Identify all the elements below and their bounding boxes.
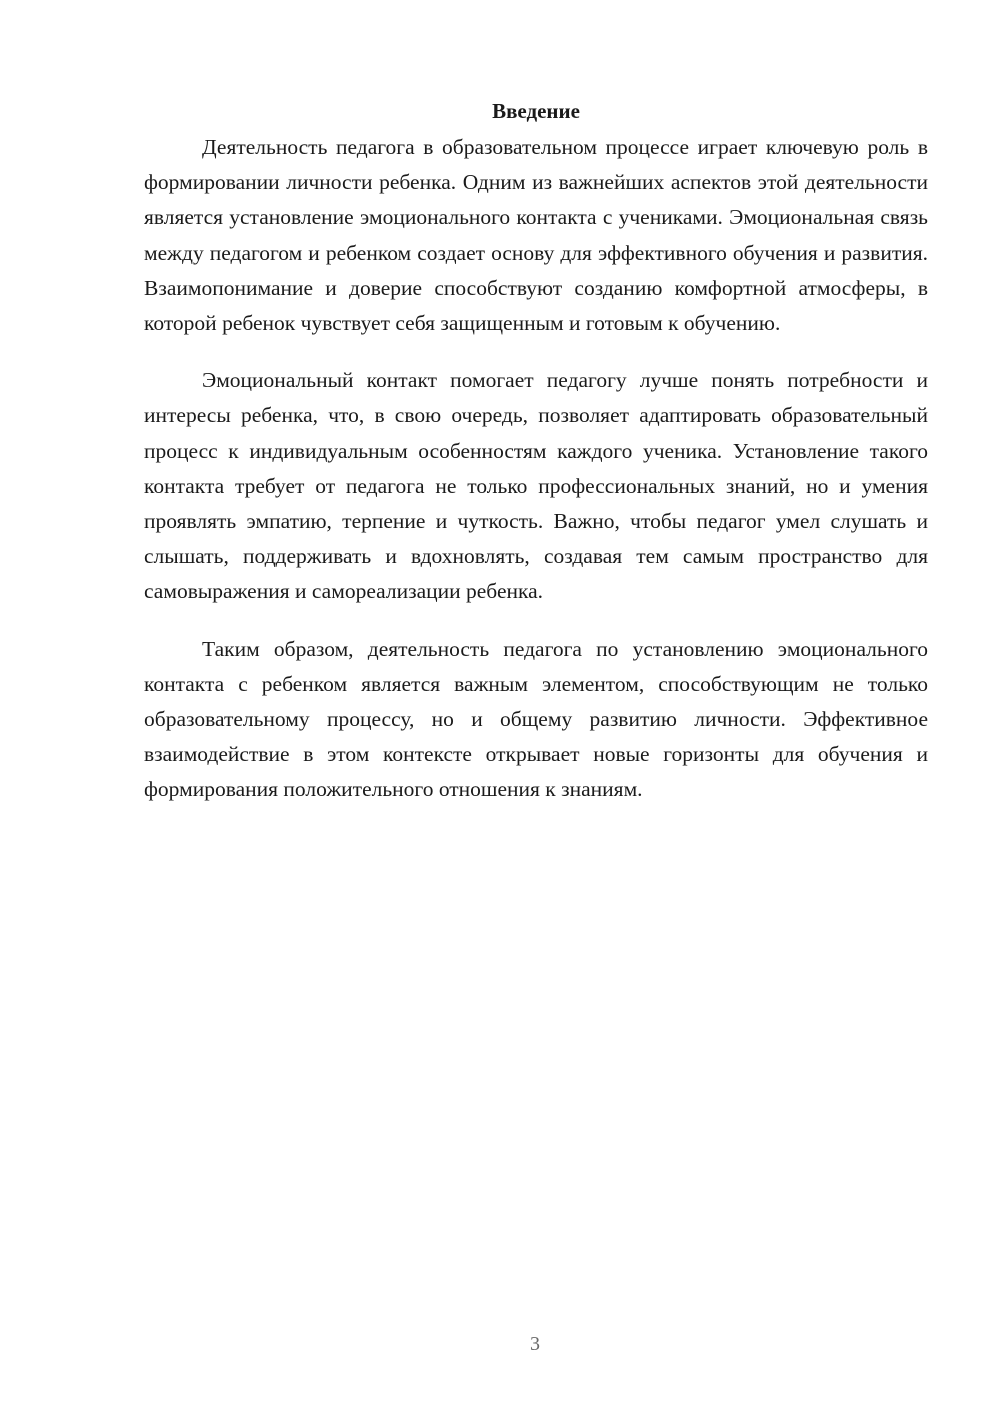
section-title: Введение [492, 99, 580, 123]
page-content [144, 96, 928, 830]
paragraph-3: Таким образом, деятельность педагога по установлению эмоционального контакта с ребенком является важным элементом, способствующим не только образовательному процессу, но и общему развитию личности. Эффективное взаимодействие в этом контексте открывает новые горизонты для обучения и формирования положительного отношения к знаниям. [144, 636, 928, 802]
paragraph-1: Деятельность педагога в образовательном процессе играет ключевую роль в формировании личности ребенка. Одним из важнейших аспектов этой деятельности является установление эмоционального контакта с учениками. Эмоциональная связь между педагогом и ребенком создает основу для эффективного обучения и развития. Взаимопонимание и доверие способствуют созданию комфортной атмосферы, в которой ребенок чувствует себя защищенным и готовым к обучению. [144, 135, 928, 336]
paragraph-2: Эмоциональный контакт помогает педагогу лучше понять потребности и интересы ребенка, что, в свою очередь, позволяет адаптировать образовательный процесс к индивидуальным особенностям каждого ученика. Установление такого контакта требует от педагога не только профессиональных знаний, но и умения проявлять эмпатию, терпение и чуткость. Важно, чтобы педагог умел слушать и слышать, поддерживать и вдохновлять, создавая тем самым пространство для самовыражения и самореализации ребенка. [144, 368, 928, 604]
page-number: 3 [530, 1333, 540, 1355]
